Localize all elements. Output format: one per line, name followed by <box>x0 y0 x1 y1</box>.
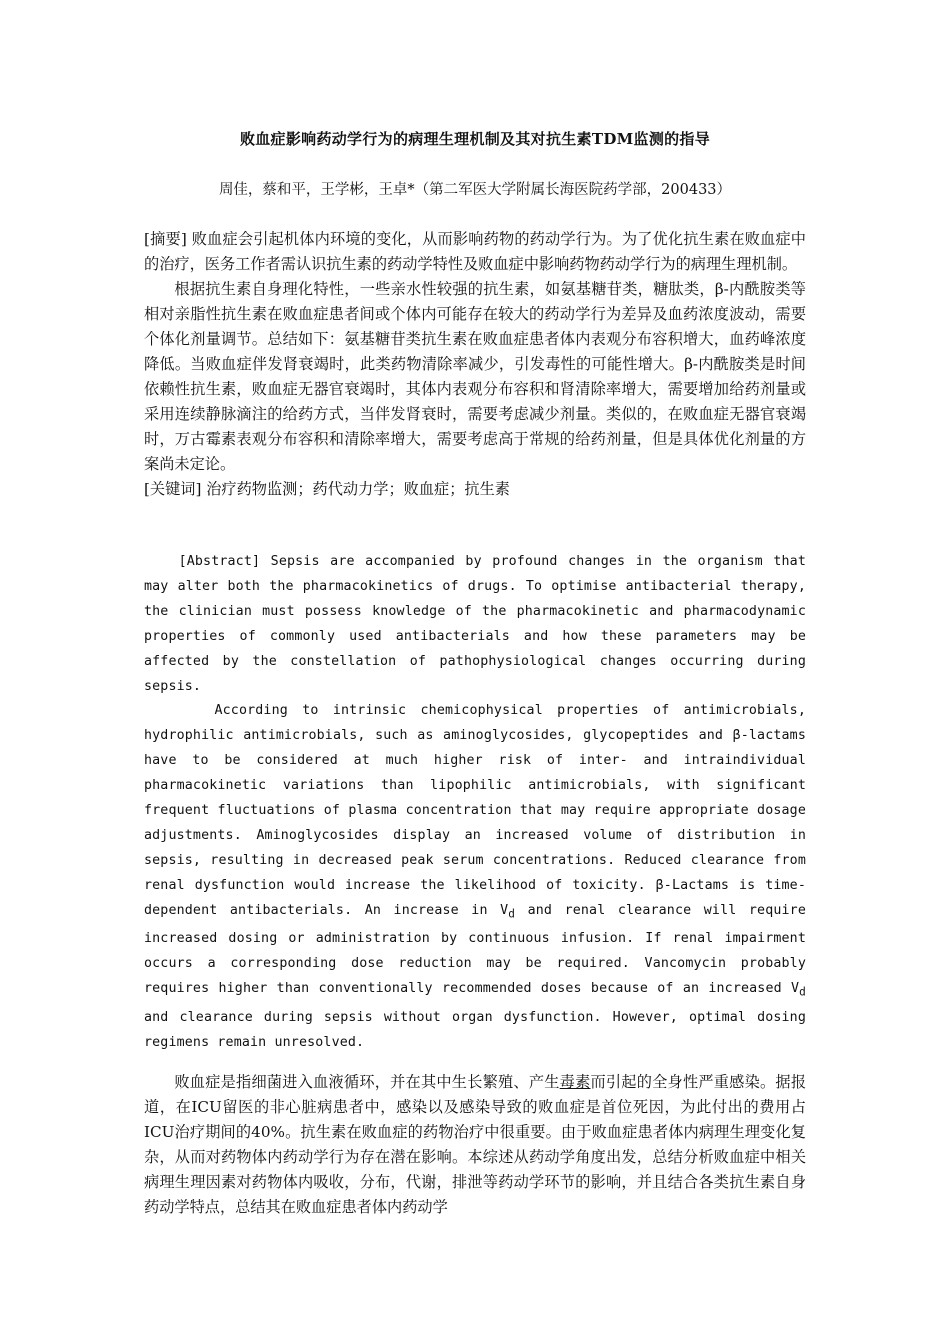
abstract-en-text-2b: and renal clearance will require increased dosing or administration by continuous infusion. If renal impairment occurs a corresponding dose reduction may be required. Vancomycin probably requires higher than conventionally recommended doses because of an increased V <box>144 902 806 997</box>
abstract-en-paragraph-1 <box>144 550 806 699</box>
abstract-cn-paragraph-1 <box>144 227 806 277</box>
abstract-en-text-2c: and clearance during sepsis without organ dysfunction. However, optimal dosing regimens remain unresolved. <box>144 1009 806 1050</box>
keywords-line <box>144 477 806 502</box>
abstract-en-label: [Abstract] <box>178 554 261 569</box>
abstract-cn <box>144 227 806 502</box>
abstract-cn-paragraph-2: 根据抗生素自身理化特性，一些亲水性较强的抗生素，如氨基糖苷类，糖肽类，β-内酰胺类等相对亲脂性抗生素在败血症患者间或个体内可能存在较大的药动学行为差异及血药浓度波动，需要个体化剂量调节。总结如下：氨基糖苷类抗生素在败血症患者体内表观分布容积增大，血药峰浓度降低。当败血症伴发肾衰竭时，此类药物清除率减少，引发毒性的可能性增大。β-内酰胺类是时间依赖性抗生素，败血症无器官衰竭时，其体内表观分布容积和肾清除率增大，需要增加给药剂量或采用连续静脉滴注的给药方式，当伴发肾衰时，需要考虑减少剂量。类似的，在败血症无器官衰竭时，万古霉素表观分布容积和清除率增大，需要考虑高于常规的给药剂量，但是具体优化剂量的方案尚未定论。 <box>144 280 806 473</box>
abstract-en-paragraph-2 <box>144 699 806 1055</box>
author-line: 周佳，蔡和平，王学彬，王卓*（第二军医大学附属长海医院药学部，200433） <box>218 182 732 198</box>
paper-title: 败血症影响药动学行为的病理生理机制及其对抗生素TDM监测的指导 <box>239 130 711 148</box>
abstract-cn-text-1: 败血症会引起机体内环境的变化，从而影响药物的药动学行为。为了优化抗生素在败血症中的治疗，医务工作者需认识抗生素的药动学特性及败血症中影响药物药动学行为的病理生理机制。 <box>144 230 806 273</box>
abstract-en <box>144 550 806 1055</box>
intro-paragraph <box>144 1070 806 1220</box>
intro-text-2: 而引起的全身性严重感染。据报道，在ICU留医的非心脏病患者中，感染以及感染导致的败血症是首位死因，为此付出的费用占ICU治疗期间的40%。抗生素在败血症的药物治疗中很重要。由于败血症患者体内病理生理变化复杂，从而对药物体内药动学行为存在潜在影响。本综述从药动学角度出发，总结分析败血症中相关病理生理因素对药物体内吸收，分布，代谢，排泄等药动学环节的影响，并且结合各类抗生素自身药动学特点，总结其在败血症患者体内药动学 <box>144 1073 807 1216</box>
abstract-en-text-2a: According to intrinsic chemicophysical properties of antimicrobials, hydrophilic antimicrobials, such as aminoglycosides, glycopeptides and β-lactams have to be considered at much higher risk of inter- and intraindividual pharmacokinetic variations than lipophilic antimicrobials, with significant frequent fluctuations of plasma concentration that may require appropriate dosage adjustments. Aminoglycosides display an increased volume of distribution in sepsis, resulting in decreased peak serum concentrations. Reduced clearance from renal dysfunction would increase the likelihood of toxicity. β-Lactams is time-dependent antibacterials. An increase in V <box>144 703 806 918</box>
vd-subscript-2: d <box>799 985 806 999</box>
keywords-text: 治疗药物监测；药代动力学；败血症；抗生素 <box>201 480 510 498</box>
abstract-cn-label: [摘要] <box>144 230 187 248</box>
keywords-label: [关键词] <box>144 480 202 498</box>
intro-text-1: 败血症是指细菌进入血液循环，并在其中生长繁殖、产生 <box>174 1073 560 1091</box>
toxin-underlined-term: 毒素 <box>559 1073 591 1091</box>
introduction <box>144 1070 806 1220</box>
vd-subscript-1: d <box>508 907 516 921</box>
abstract-en-text-1: Sepsis are accompanied by profound changes in the organism that may alter both the pharmacokinetics of drugs. To optimise antibacterial therapy, the clinician must possess knowledge of the pharmacokinetic and pharmacodynamic properties of commonly used antibacterials and how these parameters may be affected by the constellation of pathophysiological changes occurring during sepsis. <box>144 554 806 694</box>
